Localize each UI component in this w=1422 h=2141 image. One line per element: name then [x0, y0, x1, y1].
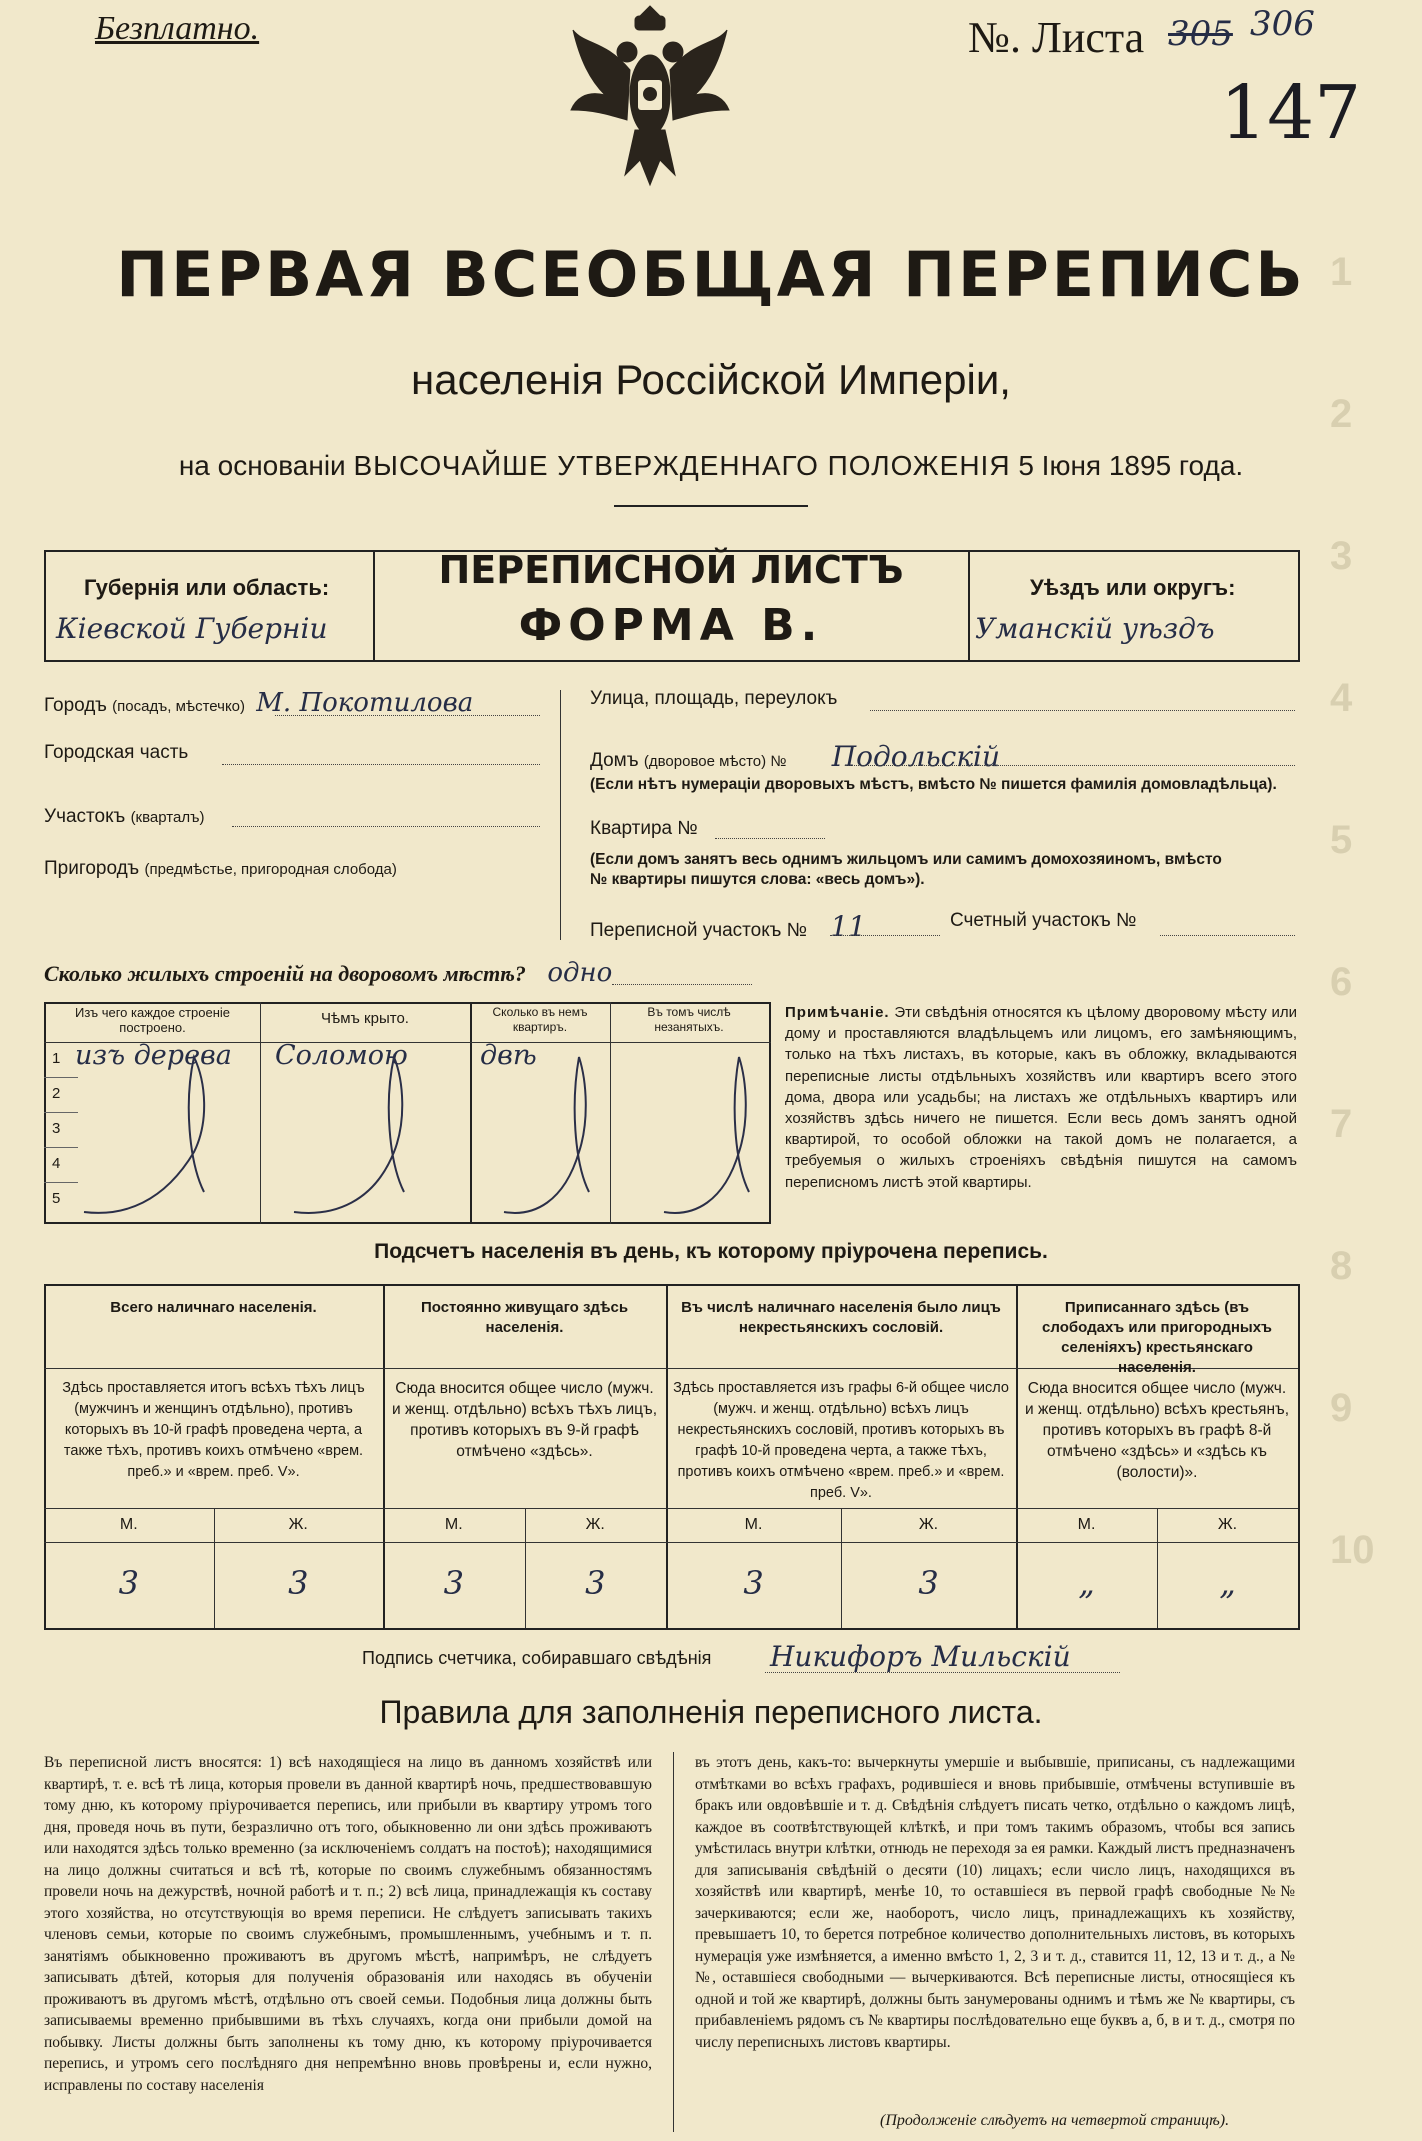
subtitle: населенія Россійской Имперіи,	[411, 356, 1011, 403]
street-label: Улица, площадь, переулокъ	[590, 688, 838, 709]
form-title: ПЕРЕПИСНОЙ ЛИСТЪ	[438, 548, 904, 592]
population-male-label: М.	[744, 1516, 763, 1533]
margin-number: 4	[1330, 676, 1353, 720]
buildings-row-flats: двѣ	[480, 1040, 537, 1071]
population-female-label: Ж.	[1217, 1516, 1238, 1533]
sheet-number-value: 306	[1250, 4, 1315, 44]
signature-dotline	[765, 1672, 1120, 1673]
flat-hint-line-2: № квартиры пишутся слова: «весь домъ»).	[590, 871, 925, 888]
population-male-label: М.	[119, 1516, 138, 1533]
buildings-row-material: изъ дерева	[75, 1040, 232, 1071]
buildings-col-roof: Чѣмъ крыто.	[321, 1010, 409, 1027]
rules-divider	[673, 1752, 674, 2132]
uezd-label: Уѣздъ или округъ:	[1030, 575, 1236, 600]
margin-number: 8	[1330, 1244, 1353, 1288]
buildings-question-row	[44, 958, 612, 988]
population-female-value: 3	[288, 1564, 309, 1602]
buildings-row-number: 3	[52, 1120, 61, 1137]
flat-dotline	[715, 838, 825, 839]
buildings-note-text: Эти свѣдѣнія относятся къ цѣлому дворовому мѣсту или дому и проставляются владѣльцемъ или лицомъ, его замѣняющимъ, только на тѣхъ листахъ, въ которые, какъ въ обложку, вкладываются переписные листы отдѣльныхъ хозяйствъ или квартиръ всего этого дома, двора или усадьбы; на листахъ же отдѣльныхъ квартиръ или хозяйствъ здѣсь ничего не пишется. Если весь домъ занятъ одной квартирой, то особой обложки на такой домъ не полагается, а требуемыя о жилыхъ строеніяхъ свѣдѣнія пишутся на самомъ переписномъ листѣ этой квартиры.	[785, 1004, 1297, 1191]
city-row	[44, 688, 539, 718]
buildings-row-number: 5	[52, 1190, 61, 1207]
sheet-number-crossed: 305	[1168, 14, 1233, 54]
address-divider	[560, 690, 561, 940]
buildings-row-roof: Соломою	[275, 1040, 408, 1071]
buildings-col-unoccupied: Въ томъ числѣ незанятыхъ.	[647, 1005, 731, 1034]
buildings-note	[785, 1002, 1297, 1193]
city-value: М. Покотилова	[256, 688, 474, 718]
margin-number: 7	[1330, 1102, 1353, 1146]
margin-number: 2	[1330, 392, 1353, 436]
rules-right-column: въ этотъ день, какъ-то: вычеркнуты умершіе и выбывшіе, приписаны, съ надлежащими отмѣтками во всѣхъ графахъ, родившіеся и вновь прибывшіе, отмѣчены вступившіе въ бракъ или овдовѣвшіе и т. д. Свѣдѣнія слѣдуетъ писать четко, отдѣльно о каждомъ лицѣ, каждое въ соотвѣтствующей клѣткѣ, и при томъ такимъ образомъ, чтобы вся запись умѣстилась внутри клѣтки, отнюдь не переходя за ея рамки. Каждый листъ предназначенъ для записыванія свѣдѣній о десяти (10) лицахъ; если число лицъ, находящихся въ хозяйствѣ или квартирѣ, менѣе 10, то оставшіеся въ первой графѣ свободные №№ зачеркиваются; если же, наоборотъ, число лицъ, принадлежащихъ къ хозяйству, превышаетъ 10, то берется потребное количество дополнительныхъ листовъ, въ которыхъ нумерація уже измѣняется, а именно вмѣсто 1, 2, 3 и т. д., ставится 11, 12, 13 и т. д., а №№, оставшіеся свободными — вычеркиваются. Всѣ переписные листы, относящіеся къ одной и той же квартирѣ, должны быть занумерованы однимъ и тѣмъ же № квартиры, съ прибавленіемъ рядомъ съ № квартиры послѣдовательно еще буквъ а, б, в и т. д., смотря по числу переписныхъ листовъ квартиры.	[695, 1754, 1295, 2051]
empty-cell-flourishes	[44, 1042, 771, 1222]
census-district-label: Переписной участокъ №	[590, 920, 808, 941]
population-col-text: Сюда вносится общее число (мужч. и женщ. отдѣльно) всѣхъ тѣхъ лицъ, противъ которыхъ въ 9-й графѣ отмѣчено «здѣсь».	[391, 1380, 658, 1460]
buildings-question: Сколько жилыхъ строеній на дворовомъ мѣстѣ?	[44, 961, 526, 986]
uchastok-label: Участокъ	[44, 806, 126, 827]
population-col-head: Въ числѣ наличнаго населенія было лицъ некрестьянскихъ сословій.	[681, 1299, 1001, 1336]
basis-date: 5 Іюня 1895 года.	[1018, 450, 1244, 481]
population-female-label: Ж.	[288, 1516, 308, 1533]
buildings-answer-dotline	[612, 984, 752, 985]
house-dotline	[845, 765, 1295, 766]
buildings-col-flats: Сколько въ немъ квартиръ.	[492, 1005, 588, 1034]
uchastok-dotline	[232, 826, 540, 827]
signature-value: Никифоръ Мильскій	[770, 1640, 1071, 1673]
rules-left-column: Въ переписной листъ вносятся: 1) всѣ находящіеся на лицо въ данномъ хозяйствѣ или квартирѣ, т. е. всѣ тѣ лица, которыя провели въ данной квартирѣ ночь, предшествовавшую тому дню, къ которому пріурочивается перепись, или прибыли въ квартиру утромъ того дня, проведя ночь въ пути, безразлично отъ того, обыкновенно ли они здѣсь проживаютъ или находятся здѣсь только временно (за исключеніемъ солдатъ на постоѣ); находящимися на лицо должны считаться и всѣ тѣ, которые по своимъ служебнымъ обязанностямъ провели ночь на дежурствѣ, ночной работѣ и т. п.; 2) всѣ лица, принадлежащія къ составу этого хозяйства, но отсутствующія во время переписи. Не слѣдуетъ записывать такихъ членовъ семьи, которые по своимъ служебнымъ, промышленнымъ, учебнымъ и т. п. занятіямъ обыкновенно проживаютъ въ другомъ мѣстѣ, напримѣръ, не слѣдуетъ записывать дѣтей, которыя для полученія образованія или находясь въ обученіи проживаютъ въ другомъ мѣстѣ, отдѣльно отъ своей семьи. Подобныя лица должны быть записываемы временно прибывшими въ тѣхъ случаяхъ, когда они прибыли домой на побывку. Листы должны быть заполнены къ тому дню, къ которому пріурочивается перепись, и утромъ сего послѣдняго дня непремѣнно вновь провѣрены и, если нужно, исправлены по составу населенія	[44, 1754, 652, 2094]
uezd-value: Уманскій уѣздъ	[975, 612, 1215, 645]
rules-continued: (Продолженіе слѣдуетъ на четвертой страницѣ).	[880, 2112, 1230, 2129]
margin-number: 9	[1330, 1386, 1353, 1430]
archive-number: 147	[1220, 70, 1362, 156]
signature-label: Подпись счетчика, собиравшаго свѣдѣнія	[362, 1648, 712, 1668]
street-dotline	[870, 710, 1295, 711]
form-label: ФОРМА В.	[518, 600, 824, 651]
census-district-dotline	[830, 935, 940, 936]
population-col-text: Здѣсь проставляется изъ графы 6-й общее число (мужч. и женщ. отдѣльно) всѣхъ лицъ некрестьянскихъ сословій, противъ которыхъ въ графѣ 10-й проведена черта, а также тѣхъ, противъ коихъ отмѣчено «врем. преб.» и «врем. преб. V».	[673, 1380, 1009, 1501]
house-label: Домъ	[590, 750, 639, 771]
flat-label: Квартира №	[590, 818, 698, 839]
census-district-value: 11	[830, 910, 867, 943]
prigorod-note: (предмѣстье, пригородная слобода)	[144, 861, 397, 878]
basis-prefix: на основаніи	[178, 450, 346, 481]
house-note: (дворовое мѣсто) №	[643, 753, 787, 770]
population-male-value: 3	[743, 1564, 764, 1602]
imperial-eagle-icon	[565, 0, 735, 200]
population-female-value: 3	[585, 1564, 606, 1602]
title-divider	[614, 505, 808, 507]
buildings-col-material: Изъ чего каждое строеніе построено.	[74, 1005, 231, 1035]
census-district-row	[590, 910, 866, 943]
flat-hint-line-1: (Если домъ занятъ весь однимъ жильцомъ или самимъ домохозяиномъ, вмѣсто	[590, 851, 1222, 868]
prigorod-row	[44, 858, 397, 880]
population-male-value: 3	[443, 1564, 464, 1602]
buildings-note-title: Примѣчаніе.	[785, 1004, 890, 1021]
uchastok-row	[44, 806, 204, 828]
city-dotline	[275, 715, 540, 716]
city-part-label: Городская часть	[44, 742, 189, 763]
population-female-label: Ж.	[585, 1516, 605, 1533]
population-female-value: „	[1219, 1564, 1236, 1602]
population-title: Подсчетъ населенія въ день, къ которому пріурочена перепись.	[374, 1240, 1048, 1263]
free-label: Безплатно.	[95, 10, 260, 47]
house-row	[590, 740, 1000, 773]
count-district-dotline	[1160, 935, 1295, 936]
city-label: Городъ	[44, 695, 107, 716]
population-male-value: 3	[118, 1564, 139, 1602]
buildings-row-number: 1	[52, 1050, 61, 1067]
city-part-dotline	[222, 764, 540, 765]
population-col-text: Сюда вносится общее число (мужч. и женщ. отдѣльно) всѣхъ крестьянъ, противъ которыхъ въ графѣ 8-й отмѣчено «здѣсь» и «здѣсь къ (волости)».	[1025, 1380, 1289, 1481]
guberniya-value: Кіевской Губерніи	[56, 612, 328, 645]
population-row-line	[44, 1542, 1298, 1543]
population-male-label: М.	[444, 1516, 463, 1533]
house-hint: (Если нѣтъ нумераціи дворовыхъ мѣстъ, вмѣсто № пишется фамилія домовладѣльца).	[590, 776, 1277, 793]
count-district-label: Счетный участокъ №	[950, 910, 1137, 931]
margin-number: 1	[1330, 250, 1353, 294]
main-title: ПЕРВАЯ ВСЕОБЩАЯ ПЕРЕПИСЬ	[116, 238, 1306, 311]
guberniya-label: Губернія или область:	[84, 575, 330, 600]
basis-caps: ВЫСОЧАЙШЕ УТВЕРЖДЕННАГО ПОЛОЖЕНІЯ	[353, 450, 1011, 481]
population-row-line	[44, 1508, 1298, 1509]
population-male-label: М.	[1077, 1516, 1096, 1533]
city-note: (посадъ, мѣстечко)	[112, 698, 246, 715]
population-female-label: Ж.	[918, 1516, 939, 1533]
buildings-row-number: 2	[52, 1085, 61, 1102]
margin-number: 6	[1330, 960, 1353, 1004]
prigorod-label: Пригородъ	[44, 858, 140, 879]
flat-hint	[590, 850, 1300, 890]
margin-number: 3	[1330, 534, 1353, 578]
population-col-head: Всего наличнаго населенія.	[110, 1299, 317, 1316]
population-col-text: Здѣсь проставляется итогъ всѣхъ тѣхъ лицъ (мужчинъ и женщинъ отдѣльно), противъ которыхъ въ 10-й графѣ проведена черта, а также тѣхъ, противъ коихъ отмѣчено «врем. преб.» и «врем. преб. V».	[62, 1380, 365, 1480]
margin-number: 10	[1330, 1528, 1375, 1572]
basis-line	[0, 450, 1422, 482]
sheet-number-label: №. Листа	[968, 13, 1145, 62]
house-value: Подольскій	[831, 740, 1001, 773]
population-col-head: Приписаннаго здѣсь (въ слободахъ или пригородныхъ селеніяхъ) крестьянскаго населенія.	[1042, 1299, 1272, 1376]
population-male-value: „	[1078, 1564, 1095, 1602]
buildings-answer: одно	[547, 958, 613, 988]
population-col-head: Постоянно живущаго здѣсь населенія.	[420, 1299, 629, 1336]
rules-title: Правила для заполненія переписного листа.	[379, 1694, 1043, 1730]
margin-number: 5	[1330, 818, 1353, 862]
population-female-value: 3	[918, 1564, 939, 1602]
uchastok-note: (кварталъ)	[130, 809, 205, 826]
buildings-row-number: 4	[52, 1155, 61, 1172]
